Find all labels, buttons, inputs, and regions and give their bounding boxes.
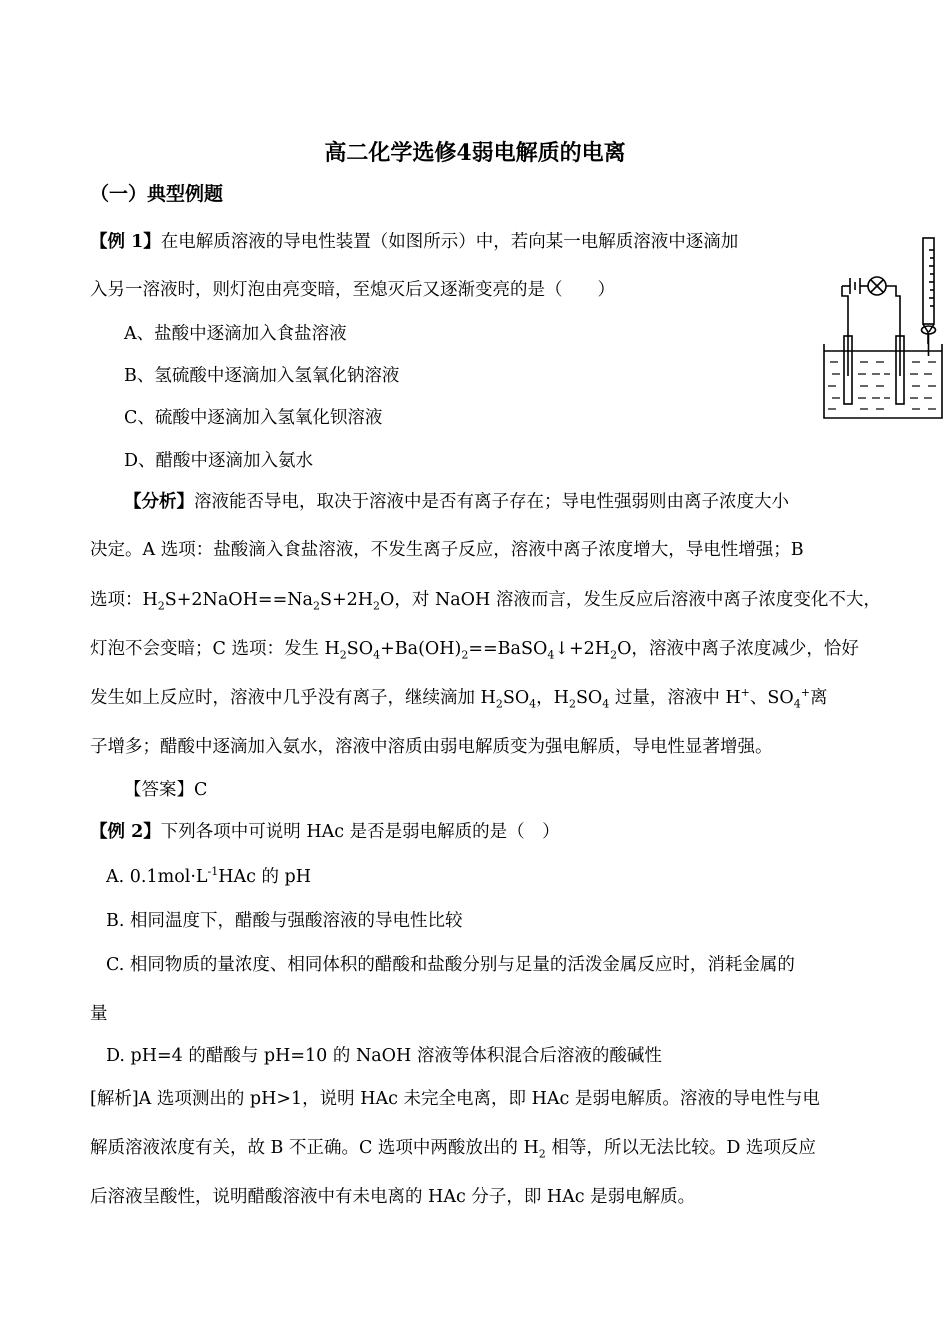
superscript: + <box>740 686 750 700</box>
example-1-stem-text: 在电解质溶液的导电性装置（如图所示）中，若向某一电解质溶液中逐滴加 <box>160 232 739 252</box>
example-1-option-a: A、盐酸中逐滴加入食盐溶液 <box>124 324 347 344</box>
example-2-solution-line-3: 后溶液呈酸性，说明醋酸溶液中有未电离的 HAc 分子，即 HAc 是弱电解质。 <box>90 1187 696 1207</box>
subscript: 2 <box>610 648 618 662</box>
example-1-option-b: B、氢硫酸中逐滴加入氢氧化钠溶液 <box>124 366 400 386</box>
example-2-solution-line-1: [解析]A 选项测出的 pH>1，说明 HAc 未完全电离，即 HAc 是弱电解质。溶液的导电性与电 <box>90 1089 820 1109</box>
example-2-option-c-line-2: 量 <box>90 1004 108 1024</box>
example-1-analysis-line-2: 决定。A 选项：盐酸滴入食盐溶液，不发生离子反应，溶液中离子浓度增大，导电性增强；B <box>90 540 804 560</box>
subscript: 4 <box>373 648 381 662</box>
example-2-option-c-line-1: C. 相同物质的量浓度、相同体积的醋酸和盐酸分别与足量的活泼金属反应时，消耗金属的 <box>106 955 795 975</box>
analysis-4-part: 灯泡不会变暗；C 选项：发生 H <box>90 639 340 659</box>
example-2-option-a <box>106 865 311 889</box>
analysis-3-part: S+2NaOH==Na <box>164 590 313 610</box>
analysis-3-part: O，对 NaOH 溶液而言，发生反应后溶液中离子浓度变化不大， <box>380 590 881 610</box>
subscript: 2 <box>461 648 469 662</box>
example-1-stem-line-2: 入另一溶液时，则灯泡由亮变暗，至熄灭后又逐渐变亮的是（ ） <box>90 280 615 300</box>
section-heading: （一）典型例题 <box>90 183 224 205</box>
conductivity-apparatus-figure <box>820 236 946 428</box>
analysis-5-part: ，H <box>536 688 569 708</box>
analysis-3-part: 选项：H <box>90 590 158 610</box>
example-1-analysis-line-3 <box>90 588 881 612</box>
analysis-5-part: 、SO <box>749 688 794 708</box>
analysis-4-part: SO <box>346 639 374 659</box>
example-1-analysis-line-5 <box>90 686 827 710</box>
subscript: 2 <box>157 599 165 613</box>
subscript: 4 <box>529 697 537 711</box>
solution-text: 解质溶液浓度有关，故 B 不正确。C 选项中两酸放出的 H <box>90 1138 539 1158</box>
subscript: 4 <box>793 697 801 711</box>
subscript: 4 <box>547 648 555 662</box>
example-1-analysis-line-4 <box>90 637 859 661</box>
subscript: 2 <box>339 648 347 662</box>
subscript: 2 <box>538 1147 546 1161</box>
analysis-tag: 【分析】 <box>124 492 194 512</box>
subscript: 2 <box>495 697 503 711</box>
example-2-option-b: B. 相同温度下，醋酸与强酸溶液的导电性比较 <box>106 911 463 931</box>
example-2-solution-line-2 <box>90 1136 816 1160</box>
analysis-4-part: ==BaSO <box>468 639 548 659</box>
subscript: 4 <box>602 697 610 711</box>
analysis-4-part: +Ba(OH) <box>380 639 462 659</box>
example-1-option-c: C、硫酸中逐滴加入氢氧化钡溶液 <box>124 408 383 428</box>
example-1-stem-line-1 <box>90 230 738 254</box>
analysis-5-part: 发生如上反应时，溶液中几乎没有离子，继续滴加 H <box>90 688 496 708</box>
apparatus-drawing <box>820 236 946 424</box>
example-1-tag: 【例 1】 <box>90 232 161 252</box>
page-title: 高二化学选修4弱电解质的电离 <box>324 140 626 166</box>
subscript: 2 <box>568 697 576 711</box>
example-1-analysis-line-6: 子增多；醋酸中逐滴加入氨水，溶液中溶质由弱电解质变为强电解质，导电性显著增强。 <box>90 737 773 757</box>
example-1-option-d: D、醋酸中逐滴加入氨水 <box>124 451 314 471</box>
subscript: 2 <box>312 599 320 613</box>
analysis-4-part: O，溶液中离子浓度减少，恰好 <box>617 639 859 659</box>
superscript: -1 <box>207 865 219 879</box>
example-2-stem <box>90 820 560 844</box>
analysis-5-part: SO <box>575 688 603 708</box>
option-a-text: HAc 的 pH <box>218 867 312 887</box>
analysis-4-part: ↓+2H <box>554 639 611 659</box>
example-1-analysis-line-1 <box>124 490 789 514</box>
example-2-option-d: D. pH=4 的醋酸与 pH=10 的 NaOH 溶液等体积混合后溶液的酸碱性 <box>106 1046 662 1066</box>
solution-text: 相等，所以无法比较。D 选项反应 <box>545 1138 816 1158</box>
analysis-5-part: 过量，溶液中 H <box>609 688 741 708</box>
superscript: + <box>800 686 810 700</box>
analysis-5-part: SO <box>502 688 530 708</box>
example-2-stem-text: 下列各项中可说明 HAc 是否是弱电解质的是（ ） <box>160 822 560 842</box>
analysis-3-part: S+2H <box>319 590 374 610</box>
subscript: 2 <box>373 599 381 613</box>
analysis-5-part: 离 <box>809 688 828 708</box>
option-a-text: A. 0.1mol·L <box>106 867 208 887</box>
example-1-answer: 【答案】C <box>124 780 208 800</box>
example-2-tag: 【例 2】 <box>90 822 161 842</box>
analysis-text-1: 溶液能否导电，取决于溶液中是否有离子存在；导电性强弱则由离子浓度大小 <box>194 492 789 512</box>
